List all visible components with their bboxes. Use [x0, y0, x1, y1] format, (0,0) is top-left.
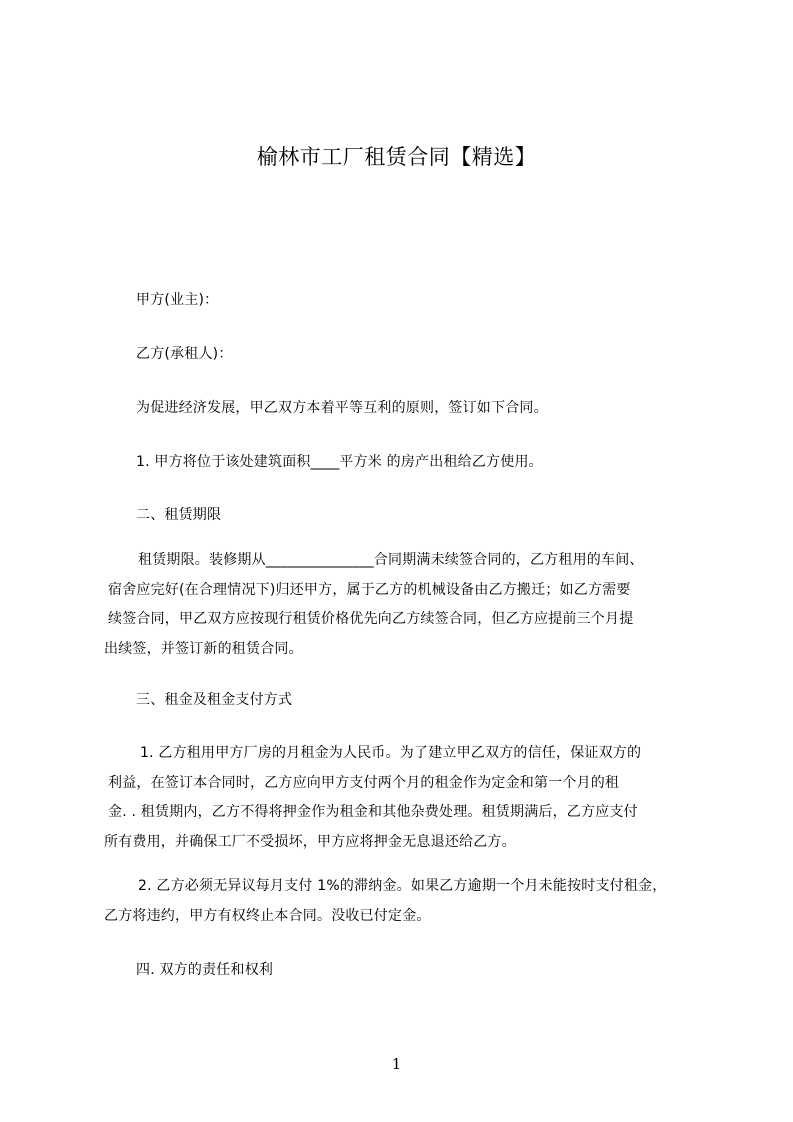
paragraph-line: 利益，在签订本合同时，乙方应向甲方支付两个月的租金作为定金和第一个月的租: [108, 774, 620, 791]
clause-1: 1. 甲方将位于该处建筑面积____平方米 的房产出租给乙方使用。: [136, 454, 543, 470]
paragraph-line: 租赁期限。装修期从_______________合同期满未续签合同的，乙方租用的车间、: [138, 552, 644, 568]
section-2-paragraph: [104, 546, 704, 664]
paragraph-line: 续签合同，甲乙双方应按现行租赁价格优先向乙方续签合同，但乙方应提前三个月提: [108, 611, 634, 627]
paragraph-line: 金. . 租赁期内，乙方不得将押金作为租金和其他杂费处理。租赁期满后，乙方应支付: [108, 804, 638, 820]
section-4-heading: 四. 双方的责任和权利: [136, 962, 274, 978]
paragraph-line: 宿舍应完好(在合理情况下)归还甲方，属于乙方的机械设备由乙方搬迁；如乙方需要: [108, 581, 631, 598]
section-3-item-1: [104, 739, 704, 857]
section-3-item-2: [104, 872, 704, 931]
paragraph-line: 乙方将违约，甲方有权终止本合同。没收已付定金。: [104, 907, 431, 924]
party-b-label: 乙方(承租人)：: [136, 346, 233, 362]
party-a-label: 甲方(业主)：: [136, 292, 219, 308]
paragraph-line: 所有费用，并确保工厂不受损坏，甲方应将押金无息退还给乙方。: [104, 833, 516, 850]
intro-paragraph: 为促进经济发展，甲乙双方本着平等互利的原则，签订如下合同。: [136, 400, 548, 416]
document-title: 榆林市工厂租赁合同【精选】: [256, 145, 537, 169]
section-2-heading: 二、租赁期限: [136, 507, 222, 523]
page-number: 1: [391, 1055, 402, 1073]
paragraph-line: 出续签，并签订新的租赁合同。: [104, 640, 303, 657]
section-3-heading: 三、租金及租金支付方式: [136, 692, 293, 708]
paragraph-line: 1. 乙方租用甲方厂房的月租金为人民币。为了建立甲乙双方的信任，保证双方的: [140, 745, 642, 761]
paragraph-line: 2. 乙方必须无异议每月支付 1%的滞纳金。如果乙方逾期一个月未能按时支付租金，: [138, 878, 667, 894]
